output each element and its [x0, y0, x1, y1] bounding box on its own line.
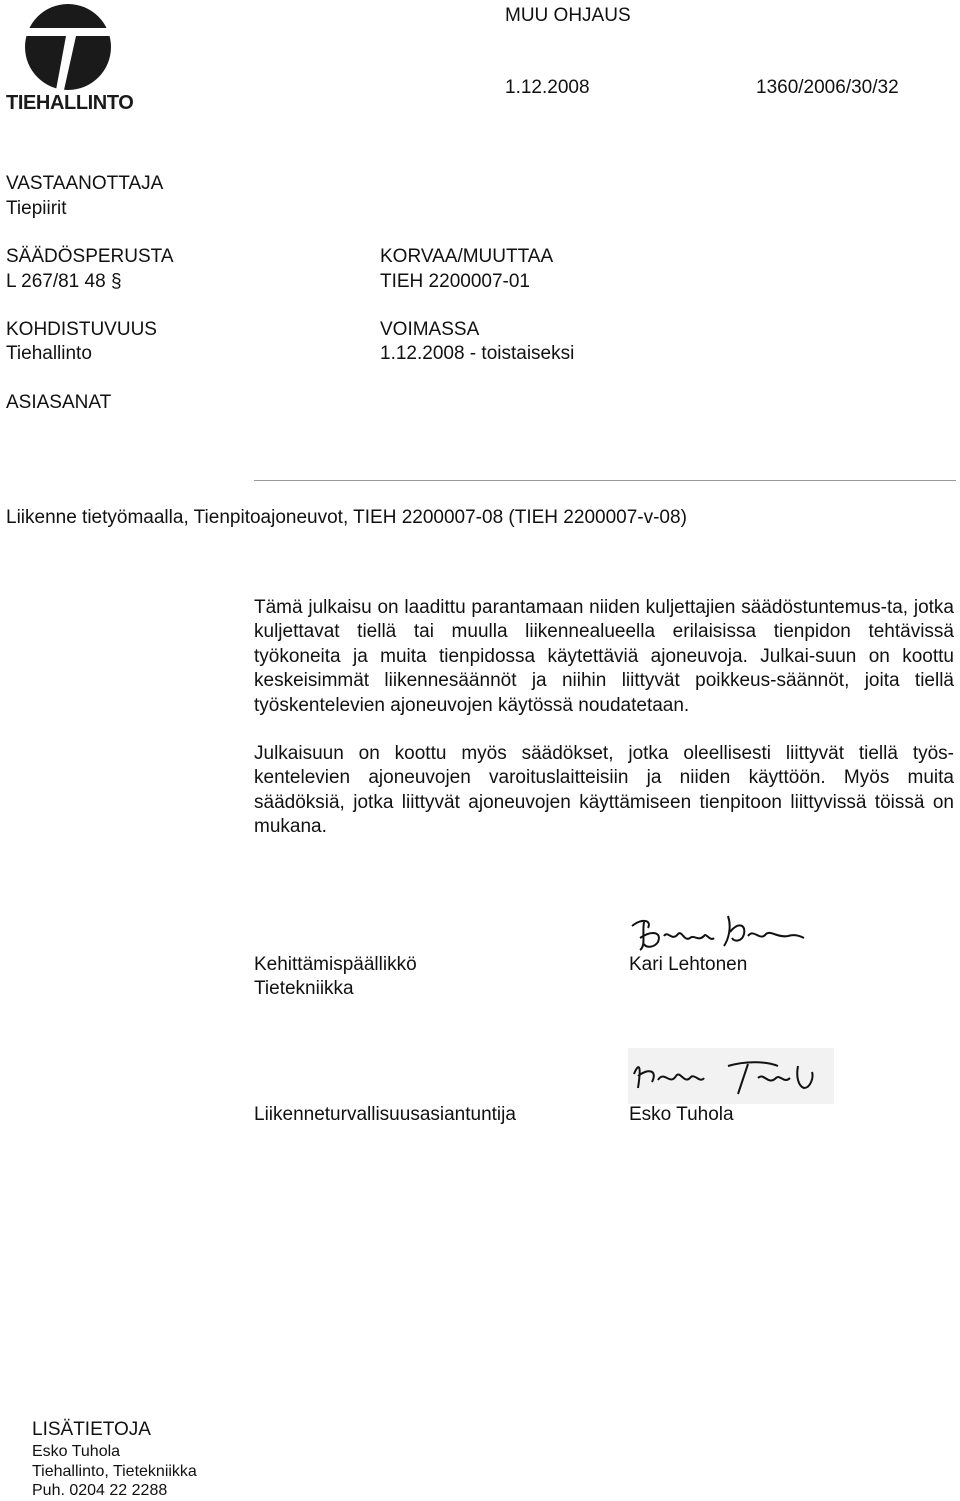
contact-phone: Puh. 0204 22 2288 [32, 1482, 168, 1499]
divider [254, 480, 956, 481]
recipient-label: VASTAANOTTAJA [6, 173, 164, 194]
document-type: MUU OHJAUS [505, 5, 631, 26]
target-label: KOHDISTUVUUS [6, 319, 157, 340]
logo-wordmark: TIEHALLINTO [6, 92, 134, 114]
signer2-title: Liikenneturvallisuusasiantuntija [254, 1104, 516, 1125]
document-title: Liikenne tietyömaalla, Tienpitoajoneuvot, TIEH 2200007-08 (TIEH 2200007-v-08) [6, 507, 687, 528]
document-date: 1.12.2008 [505, 77, 590, 98]
contact-label: LISÄTIETOJA [32, 1419, 151, 1440]
valid-label: VOIMASSA [380, 319, 480, 340]
basis-value: L 267/81 48 § [6, 271, 122, 292]
body-paragraph-1: Tämä julkaisu on laadittu parantamaan niiden kuljettajien säädöstuntemus-ta, jotka kuljettavat tiellä tai muulla liikennealueella erilaisissa tienpidon tehtävissä työkoneita ja muita tienpidossa käytettäviä ajoneuvoja. Julkai-suun on koottu keskeisimmät liikennesäännöt ja niihin liittyvät poikkeus-säännöt, joita tiellä työskentelevien ajoneuvojen käytössä noudatetaan. [254, 597, 954, 716]
signature-esko-tuhola [628, 1048, 834, 1104]
signer2-name: Esko Tuhola [629, 1104, 734, 1125]
signer1-title: Kehittämispäällikkö [254, 954, 417, 975]
document-number: 1360/2006/30/32 [756, 77, 899, 98]
signer1-department: Tietekniikka [254, 978, 354, 999]
contact-organization: Tiehallinto, Tietekniikka [32, 1463, 197, 1480]
basis-label: SÄÄDÖSPERUSTA [6, 246, 174, 267]
body-paragraph-2: Julkaisuun on koottu myös säädökset, jotka oleellisesti liittyvät tiellä työs-kentelevien ajoneuvojen varoituslaitteisiin ja niiden käyttöön. Myös muita säädöksiä, jotka liittyvät ajoneuvojen käyttämiseen tienpitoon liittyvissä töissä on mukana. [254, 743, 954, 838]
recipient-value: Tiepiirit [6, 198, 67, 219]
target-value: Tiehallinto [6, 343, 92, 364]
replaces-label: KORVAA/MUUTTAA [380, 246, 554, 267]
keywords-label: ASIASANAT [6, 392, 112, 413]
replaces-value: TIEH 2200007-01 [380, 271, 530, 292]
signer1-name: Kari Lehtonen [629, 954, 748, 975]
signature-kari-lehtonen [628, 908, 808, 956]
contact-name: Esko Tuhola [32, 1443, 121, 1460]
tiehallinto-logo [6, 2, 134, 114]
valid-value: 1.12.2008 - toistaiseksi [380, 343, 575, 364]
